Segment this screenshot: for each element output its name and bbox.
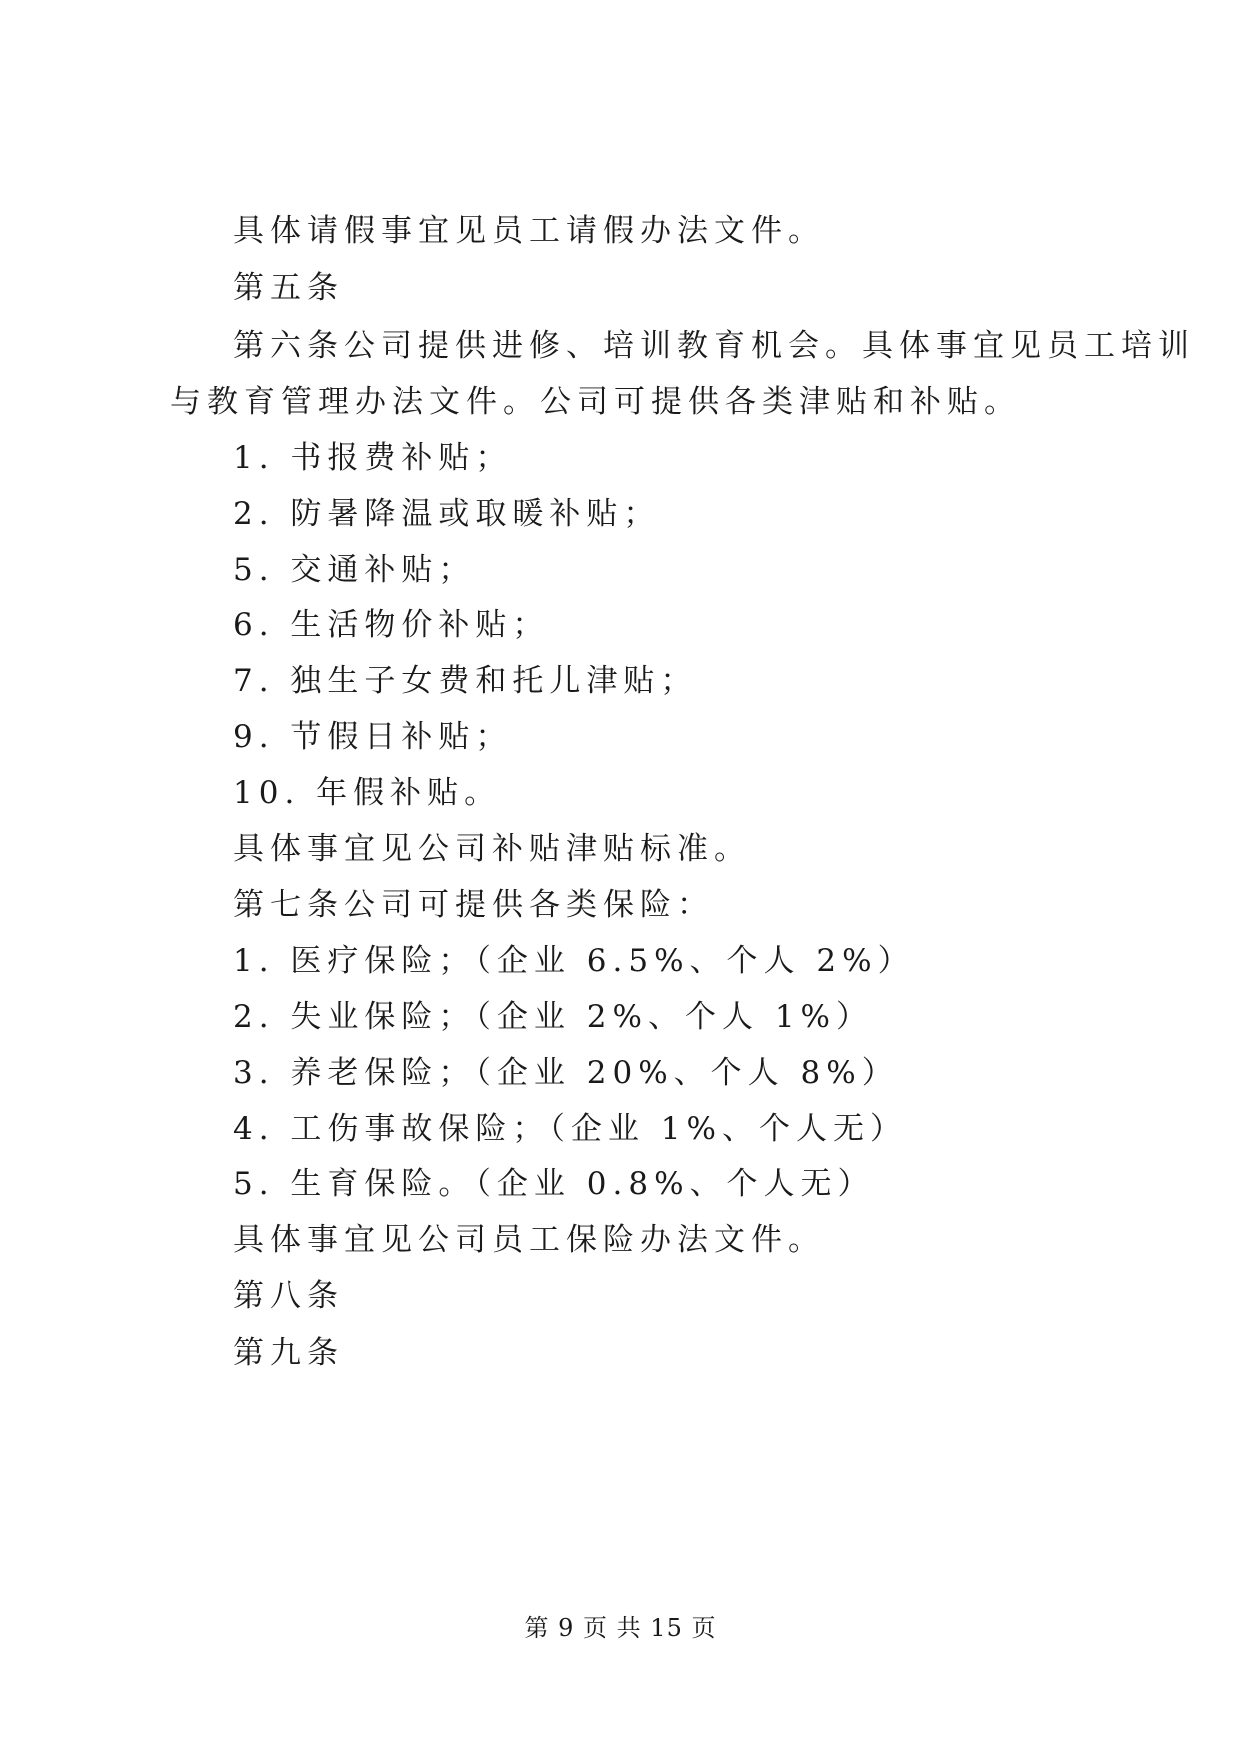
list-item: 1. 书报费补贴； <box>233 440 513 476</box>
list-item: 3. 养老保险；（企业 20%、个人 8%） <box>233 1055 899 1091</box>
article-5-heading: 第五条 <box>233 270 344 306</box>
list-item: 5. 交通补贴； <box>233 552 476 588</box>
list-item: 6. 生活物价补贴； <box>233 607 550 643</box>
article-8-heading: 第八条 <box>233 1278 344 1314</box>
article-9-heading: 第九条 <box>233 1335 344 1371</box>
article-6-line-2: 与教育管理办法文件。公司可提供各类津贴和补贴。 <box>170 384 1021 420</box>
list-item: 2. 失业保险；（企业 2%、个人 1%） <box>233 999 873 1035</box>
list-item: 5. 生育保险。（企业 0.8%、个人无） <box>233 1166 875 1202</box>
page-footer: 第 9 页 共 15 页 <box>524 1614 717 1642</box>
paragraph-insurance-matters: 具体事宜见公司员工保险办法文件。 <box>233 1222 825 1258</box>
list-item: 9. 节假日补贴； <box>233 719 513 755</box>
paragraph-allowance-standard: 具体事宜见公司补贴津贴标准。 <box>233 831 751 867</box>
article-6-line-1: 第六条公司提供进修、培训教育机会。具体事宜见员工培训 <box>233 328 1195 364</box>
list-item: 1. 医疗保险；（企业 6.5%、个人 2%） <box>233 943 915 979</box>
list-item: 4. 工伤事故保险；（企业 1%、个人无） <box>233 1111 907 1147</box>
article-7-heading: 第七条公司可提供各类保险： <box>233 887 714 923</box>
list-item: 7. 独生子女费和托儿津贴； <box>233 663 698 699</box>
list-item: 10. 年假补贴。 <box>233 775 502 811</box>
list-item: 2. 防暑降温或取暖补贴； <box>233 496 661 532</box>
paragraph-leave-matters: 具体请假事宜见员工请假办法文件。 <box>233 213 825 249</box>
